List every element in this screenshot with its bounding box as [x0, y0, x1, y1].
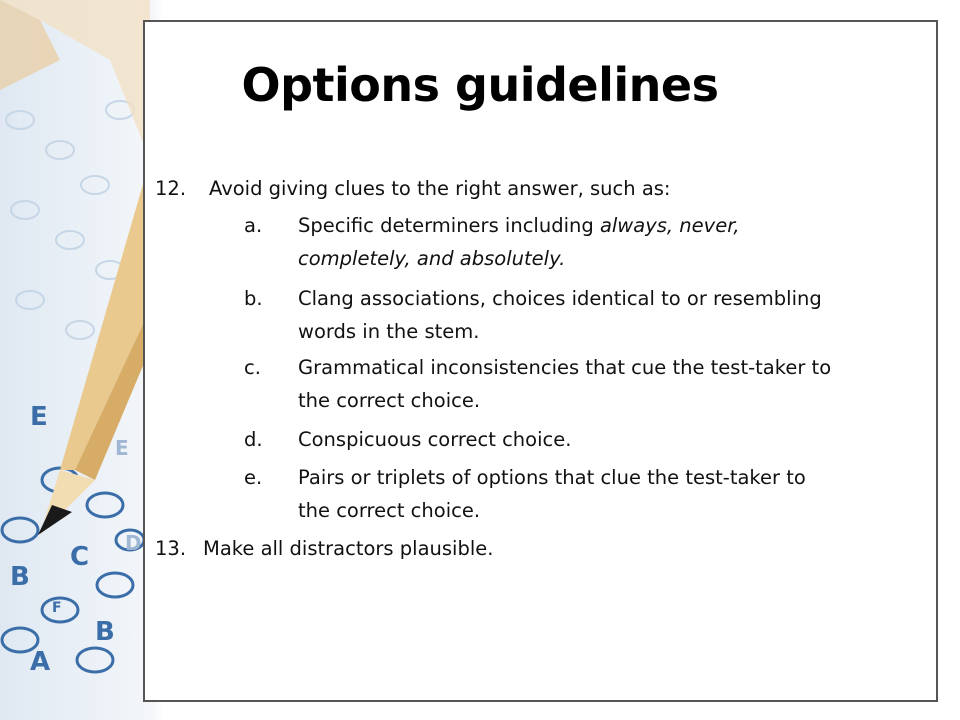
svg-text:B: B — [95, 617, 115, 647]
subitem-b-line2: words in the stem. — [298, 320, 480, 343]
subitem-a-text: Specific determiners including — [298, 214, 600, 237]
bubble-letter-e: E — [30, 402, 48, 432]
svg-text:F: F — [52, 600, 62, 616]
svg-text:B: B — [10, 562, 30, 592]
subitem-b-letter: b. — [244, 287, 263, 310]
item-12-number: 12. — [155, 177, 187, 200]
subitem-e-letter: e. — [244, 466, 263, 489]
subitem-a-letter: a. — [244, 214, 263, 237]
subitem-d-letter: d. — [244, 428, 263, 451]
svg-text:A: A — [30, 647, 51, 677]
subitem-c-letter: c. — [244, 356, 261, 379]
item-12-text: Avoid giving clues to the right answer, such as: — [209, 177, 671, 200]
subitem-c-line1: Grammatical inconsistencies that cue the test-taker to — [298, 356, 832, 379]
slide-title: Options guidelines — [241, 58, 719, 112]
svg-text:C: C — [70, 542, 90, 572]
subitem-c-line2: the correct choice. — [298, 389, 481, 412]
subitem-b-line1: Clang associations, choices identical to or resembling — [298, 287, 822, 310]
svg-text:D: D — [125, 531, 142, 555]
subitem-a-italic-terms: always, never, — [599, 214, 740, 237]
item-13-number: 13. — [155, 537, 187, 560]
item-13-text: Make all distractors plausible. — [203, 537, 494, 560]
subitem-a-line1 — [298, 210, 740, 242]
subitem-d-line1: Conspicuous correct choice. — [298, 428, 572, 451]
subitem-e-line1: Pairs or triplets of options that clue the test-taker to — [298, 466, 806, 489]
subitem-a-line2: completely, and absolutely. — [298, 247, 566, 270]
svg-text:E: E — [115, 436, 129, 460]
subitem-e-line2: the correct choice. — [298, 499, 481, 522]
